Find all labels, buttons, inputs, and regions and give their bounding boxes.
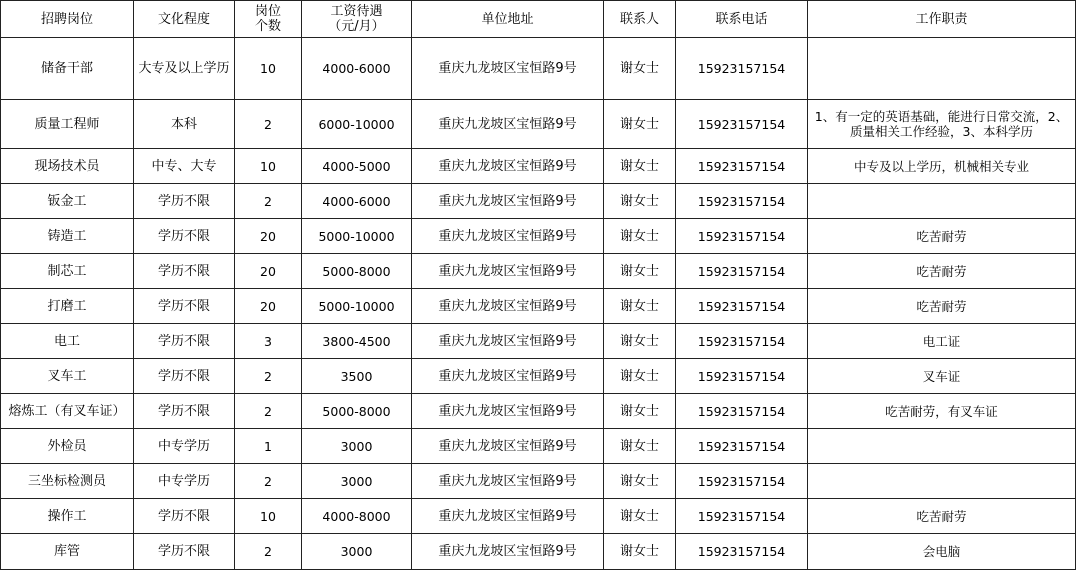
cell-address: 重庆九龙坡区宝恒路9号 (412, 324, 604, 359)
cell-contact: 谢女士 (604, 394, 676, 429)
cell-salary: 5000-10000 (302, 219, 412, 254)
cell-duties: 中专及以上学历，机械相关专业 (808, 149, 1076, 184)
cell-address: 重庆九龙坡区宝恒路9号 (412, 149, 604, 184)
cell-address: 重庆九龙坡区宝恒路9号 (412, 184, 604, 219)
cell-phone: 15923157154 (676, 499, 808, 534)
cell-address: 重庆九龙坡区宝恒路9号 (412, 464, 604, 499)
cell-position: 三坐标检测员 (1, 464, 134, 499)
cell-salary: 3000 (302, 429, 412, 464)
cell-address: 重庆九龙坡区宝恒路9号 (412, 254, 604, 289)
cell-count: 2 (235, 394, 302, 429)
cell-phone: 15923157154 (676, 149, 808, 184)
table-row (1, 499, 1076, 534)
cell-phone: 15923157154 (676, 359, 808, 394)
cell-phone: 15923157154 (676, 38, 808, 100)
cell-contact: 谢女士 (604, 499, 676, 534)
cell-education: 中专、大专 (134, 149, 235, 184)
cell-education: 学历不限 (134, 499, 235, 534)
cell-contact: 谢女士 (604, 149, 676, 184)
cell-duties: 1、有一定的英语基础，能进行日常交流，2、质量相关工作经验，3、本科学历 (808, 100, 1076, 149)
header-salary: 工资待遇 （元/月） (302, 1, 412, 38)
header-duties: 工作职责 (808, 1, 1076, 38)
cell-phone: 15923157154 (676, 324, 808, 359)
cell-position: 叉车工 (1, 359, 134, 394)
cell-count: 2 (235, 100, 302, 149)
cell-phone: 15923157154 (676, 184, 808, 219)
table-body (1, 38, 1076, 570)
cell-contact: 谢女士 (604, 100, 676, 149)
cell-position: 库管 (1, 534, 134, 570)
cell-address: 重庆九龙坡区宝恒路9号 (412, 100, 604, 149)
cell-contact: 谢女士 (604, 254, 676, 289)
header-contact: 联系人 (604, 1, 676, 38)
cell-phone: 15923157154 (676, 219, 808, 254)
cell-phone: 15923157154 (676, 429, 808, 464)
cell-education: 中专学历 (134, 429, 235, 464)
table-row (1, 359, 1076, 394)
cell-position: 储备干部 (1, 38, 134, 100)
cell-address: 重庆九龙坡区宝恒路9号 (412, 394, 604, 429)
header-row (1, 1, 1076, 38)
header-address: 单位地址 (412, 1, 604, 38)
cell-count: 2 (235, 359, 302, 394)
cell-address: 重庆九龙坡区宝恒路9号 (412, 429, 604, 464)
table-row (1, 38, 1076, 100)
cell-salary: 4000-6000 (302, 184, 412, 219)
cell-contact: 谢女士 (604, 38, 676, 100)
cell-contact: 谢女士 (604, 184, 676, 219)
header-position: 招聘岗位 (1, 1, 134, 38)
table-row (1, 464, 1076, 499)
cell-contact: 谢女士 (604, 359, 676, 394)
header-phone: 联系电话 (676, 1, 808, 38)
cell-education: 学历不限 (134, 359, 235, 394)
cell-phone: 15923157154 (676, 289, 808, 324)
cell-count: 2 (235, 184, 302, 219)
cell-duties: 吃苦耐劳 (808, 219, 1076, 254)
cell-position: 质量工程师 (1, 100, 134, 149)
cell-education: 学历不限 (134, 324, 235, 359)
cell-position: 外检员 (1, 429, 134, 464)
cell-education: 大专及以上学历 (134, 38, 235, 100)
cell-address: 重庆九龙坡区宝恒路9号 (412, 219, 604, 254)
cell-salary: 3000 (302, 464, 412, 499)
cell-salary: 5000-8000 (302, 254, 412, 289)
cell-duties: 吃苦耐劳 (808, 289, 1076, 324)
cell-address: 重庆九龙坡区宝恒路9号 (412, 534, 604, 570)
cell-duties (808, 38, 1076, 100)
cell-salary: 6000-10000 (302, 100, 412, 149)
cell-salary: 3800-4500 (302, 324, 412, 359)
cell-salary: 4000-5000 (302, 149, 412, 184)
cell-count: 10 (235, 149, 302, 184)
cell-contact: 谢女士 (604, 429, 676, 464)
cell-salary: 5000-8000 (302, 394, 412, 429)
table-row (1, 184, 1076, 219)
table-row (1, 429, 1076, 464)
cell-count: 1 (235, 429, 302, 464)
cell-count: 2 (235, 464, 302, 499)
cell-duties: 吃苦耐劳 (808, 254, 1076, 289)
cell-contact: 谢女士 (604, 534, 676, 570)
table-row (1, 394, 1076, 429)
table-row (1, 324, 1076, 359)
table-row (1, 254, 1076, 289)
header-education: 文化程度 (134, 1, 235, 38)
cell-duties (808, 429, 1076, 464)
cell-salary: 3000 (302, 534, 412, 570)
cell-duties: 电工证 (808, 324, 1076, 359)
cell-address: 重庆九龙坡区宝恒路9号 (412, 359, 604, 394)
cell-salary: 3500 (302, 359, 412, 394)
cell-phone: 15923157154 (676, 100, 808, 149)
table-row (1, 534, 1076, 570)
cell-salary: 4000-8000 (302, 499, 412, 534)
cell-education: 学历不限 (134, 394, 235, 429)
cell-count: 10 (235, 38, 302, 100)
cell-position: 电工 (1, 324, 134, 359)
header-count: 岗位 个数 (235, 1, 302, 38)
cell-education: 学历不限 (134, 184, 235, 219)
cell-address: 重庆九龙坡区宝恒路9号 (412, 289, 604, 324)
table-row (1, 149, 1076, 184)
cell-duties: 吃苦耐劳，有叉车证 (808, 394, 1076, 429)
cell-salary: 5000-10000 (302, 289, 412, 324)
cell-education: 本科 (134, 100, 235, 149)
cell-address: 重庆九龙坡区宝恒路9号 (412, 499, 604, 534)
cell-education: 中专学历 (134, 464, 235, 499)
cell-contact: 谢女士 (604, 324, 676, 359)
cell-education: 学历不限 (134, 534, 235, 570)
cell-duties (808, 464, 1076, 499)
cell-count: 2 (235, 534, 302, 570)
cell-contact: 谢女士 (604, 464, 676, 499)
cell-position: 熔炼工（有叉车证） (1, 394, 134, 429)
cell-position: 钣金工 (1, 184, 134, 219)
cell-salary: 4000-6000 (302, 38, 412, 100)
table-row (1, 289, 1076, 324)
cell-contact: 谢女士 (604, 219, 676, 254)
cell-address: 重庆九龙坡区宝恒路9号 (412, 38, 604, 100)
cell-count: 10 (235, 499, 302, 534)
cell-count: 20 (235, 254, 302, 289)
cell-count: 20 (235, 219, 302, 254)
cell-phone: 15923157154 (676, 464, 808, 499)
cell-education: 学历不限 (134, 219, 235, 254)
cell-phone: 15923157154 (676, 254, 808, 289)
cell-position: 打磨工 (1, 289, 134, 324)
cell-contact: 谢女士 (604, 289, 676, 324)
cell-duties: 吃苦耐劳 (808, 499, 1076, 534)
cell-phone: 15923157154 (676, 394, 808, 429)
cell-position: 操作工 (1, 499, 134, 534)
cell-position: 现场技术员 (1, 149, 134, 184)
cell-position: 铸造工 (1, 219, 134, 254)
cell-count: 20 (235, 289, 302, 324)
cell-duties: 会电脑 (808, 534, 1076, 570)
cell-education: 学历不限 (134, 254, 235, 289)
cell-position: 制芯工 (1, 254, 134, 289)
cell-duties (808, 184, 1076, 219)
cell-duties: 叉车证 (808, 359, 1076, 394)
cell-count: 3 (235, 324, 302, 359)
cell-phone: 15923157154 (676, 534, 808, 570)
table-row (1, 100, 1076, 149)
cell-education: 学历不限 (134, 289, 235, 324)
table-row (1, 219, 1076, 254)
